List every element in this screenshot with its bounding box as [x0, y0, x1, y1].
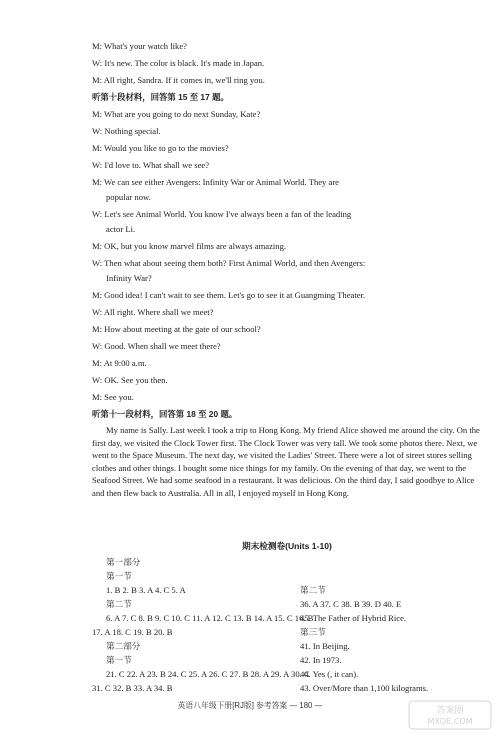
dialogue-line: M: Good idea! I can't wait to see them. Let's go to see it at Guangming Theater. [92, 290, 366, 300]
answer-row: 42. In 1973. [300, 655, 342, 665]
answer-section-label: 第一节 [106, 571, 132, 581]
dialogue-line: M: OK, but you know marvel films are always amazing. [92, 241, 287, 251]
dialogue-line-continued: popular now. [106, 192, 151, 202]
dialogue-line: M: We can see either Avengers: Infinity War or Animal World. They are [92, 177, 339, 187]
dialogue-line: W: I'd love to. What shall we see? [92, 160, 210, 170]
listening-passage: My name is Sally. Last week I took a trip to Hong Kong. My friend Alice showed me around the city. On the first day, we visited the Clock Tower first. The Clock Tower was very tall. We took some photos there. Next, we went to the Space Museum. The next day, we visited the Ladies' Street. There were a lot of street stores selling clothes and other things. I bought some nice things for my family. On the evening of that day, we went to the Seafood Street. We had some seafood in a restaurant. It was delicious. On the third day, I said goodbye to Alice and then flew back to Australia. All in all, I enjoyed myself in Hong Kong. [92, 425, 480, 498]
dialogue-line-continued: actor Li. [106, 224, 136, 234]
exam-title: 期末检测卷(Units 1-10) [242, 541, 332, 551]
page-footer: 英语八年级下册[RJ版] 参考答案 — 180 — [177, 701, 323, 710]
dialogue-line: W: Nothing special. [92, 126, 161, 136]
answer-row: 41. In Beijing. [300, 641, 350, 651]
svg-text:答案圈: 答案圈 [436, 706, 464, 716]
dialogue-line: W: Let's see Animal World. You know I've always been a fan of the leading [92, 209, 352, 219]
answer-row: 6. A 7. C 8. B 9. C 10. C 11. A 12. C 13. B 14. A 15. C 16. B [106, 613, 314, 623]
dialogue-line: W: All right. Where shall we meet? [92, 307, 214, 317]
answer-row: 21. C 22. A 23. B 24. C 25. A 26. C 27. B 28. A 29. A 30. C [106, 669, 310, 679]
section-heading: 听第十一段材料，回答第 18 至 20 题。 [92, 409, 238, 419]
answer-section-label: 第二节 [300, 585, 326, 595]
answer-section-label: 第一节 [106, 655, 132, 665]
dialogue-line: W: Then what about seeing them both? First Animal World, and then Avengers: [92, 258, 366, 268]
dialogue-line-continued: Infinity War? [106, 273, 152, 283]
answer-row: 1. B 2. B 3. A 4. C 5. A [106, 585, 186, 595]
answer-row: 36. A 37. C 38. B 39. D 40. E [300, 599, 402, 609]
dialogue-line: W: Good. When shall we meet there? [92, 341, 221, 351]
answer-row: 17. A 18. C 19. B 20. B [92, 627, 173, 637]
dialogue-line: M: Would you like to go to the movies? [92, 143, 229, 153]
answer-row: 43. Over/More than 1,100 kilograms. [300, 683, 429, 693]
dialogue-line: W: It's new. The color is black. It's made in Japan. [92, 58, 265, 68]
svg-text:MXQE.COM: MXQE.COM [427, 717, 473, 726]
dialogue-line: M: What are you going to do next Sunday, Kate? [92, 109, 261, 119]
answer-part-label: 第二部分 [106, 641, 141, 651]
dialogue-line: M: See you. [92, 392, 134, 402]
watermark-logo [408, 700, 492, 730]
dialogue-line: M: At 9:00 a.m. [92, 358, 147, 368]
answer-part-label: 第一部分 [106, 557, 141, 567]
section-heading: 听第十段材料，回答第 15 至 17 题。 [92, 92, 229, 102]
dialogue-line: M: All right, Sandra. If it comes in, we'll ring you. [92, 75, 265, 85]
answer-row: 45. The Father of Hybrid Rice. [300, 613, 407, 623]
dialogue-line: M: What's your watch like? [92, 41, 187, 51]
answer-section-label: 第三节 [300, 627, 326, 637]
dialogue-line: W: OK. See you then. [92, 375, 168, 385]
dialogue-line: M: How about meeting at the gate of our school? [92, 324, 261, 334]
answer-row: 31. C 32. B 33. A 34. B [92, 683, 173, 693]
answer-section-label: 第二节 [106, 599, 132, 609]
answer-row: 44. Yes (, it can). [300, 669, 359, 679]
